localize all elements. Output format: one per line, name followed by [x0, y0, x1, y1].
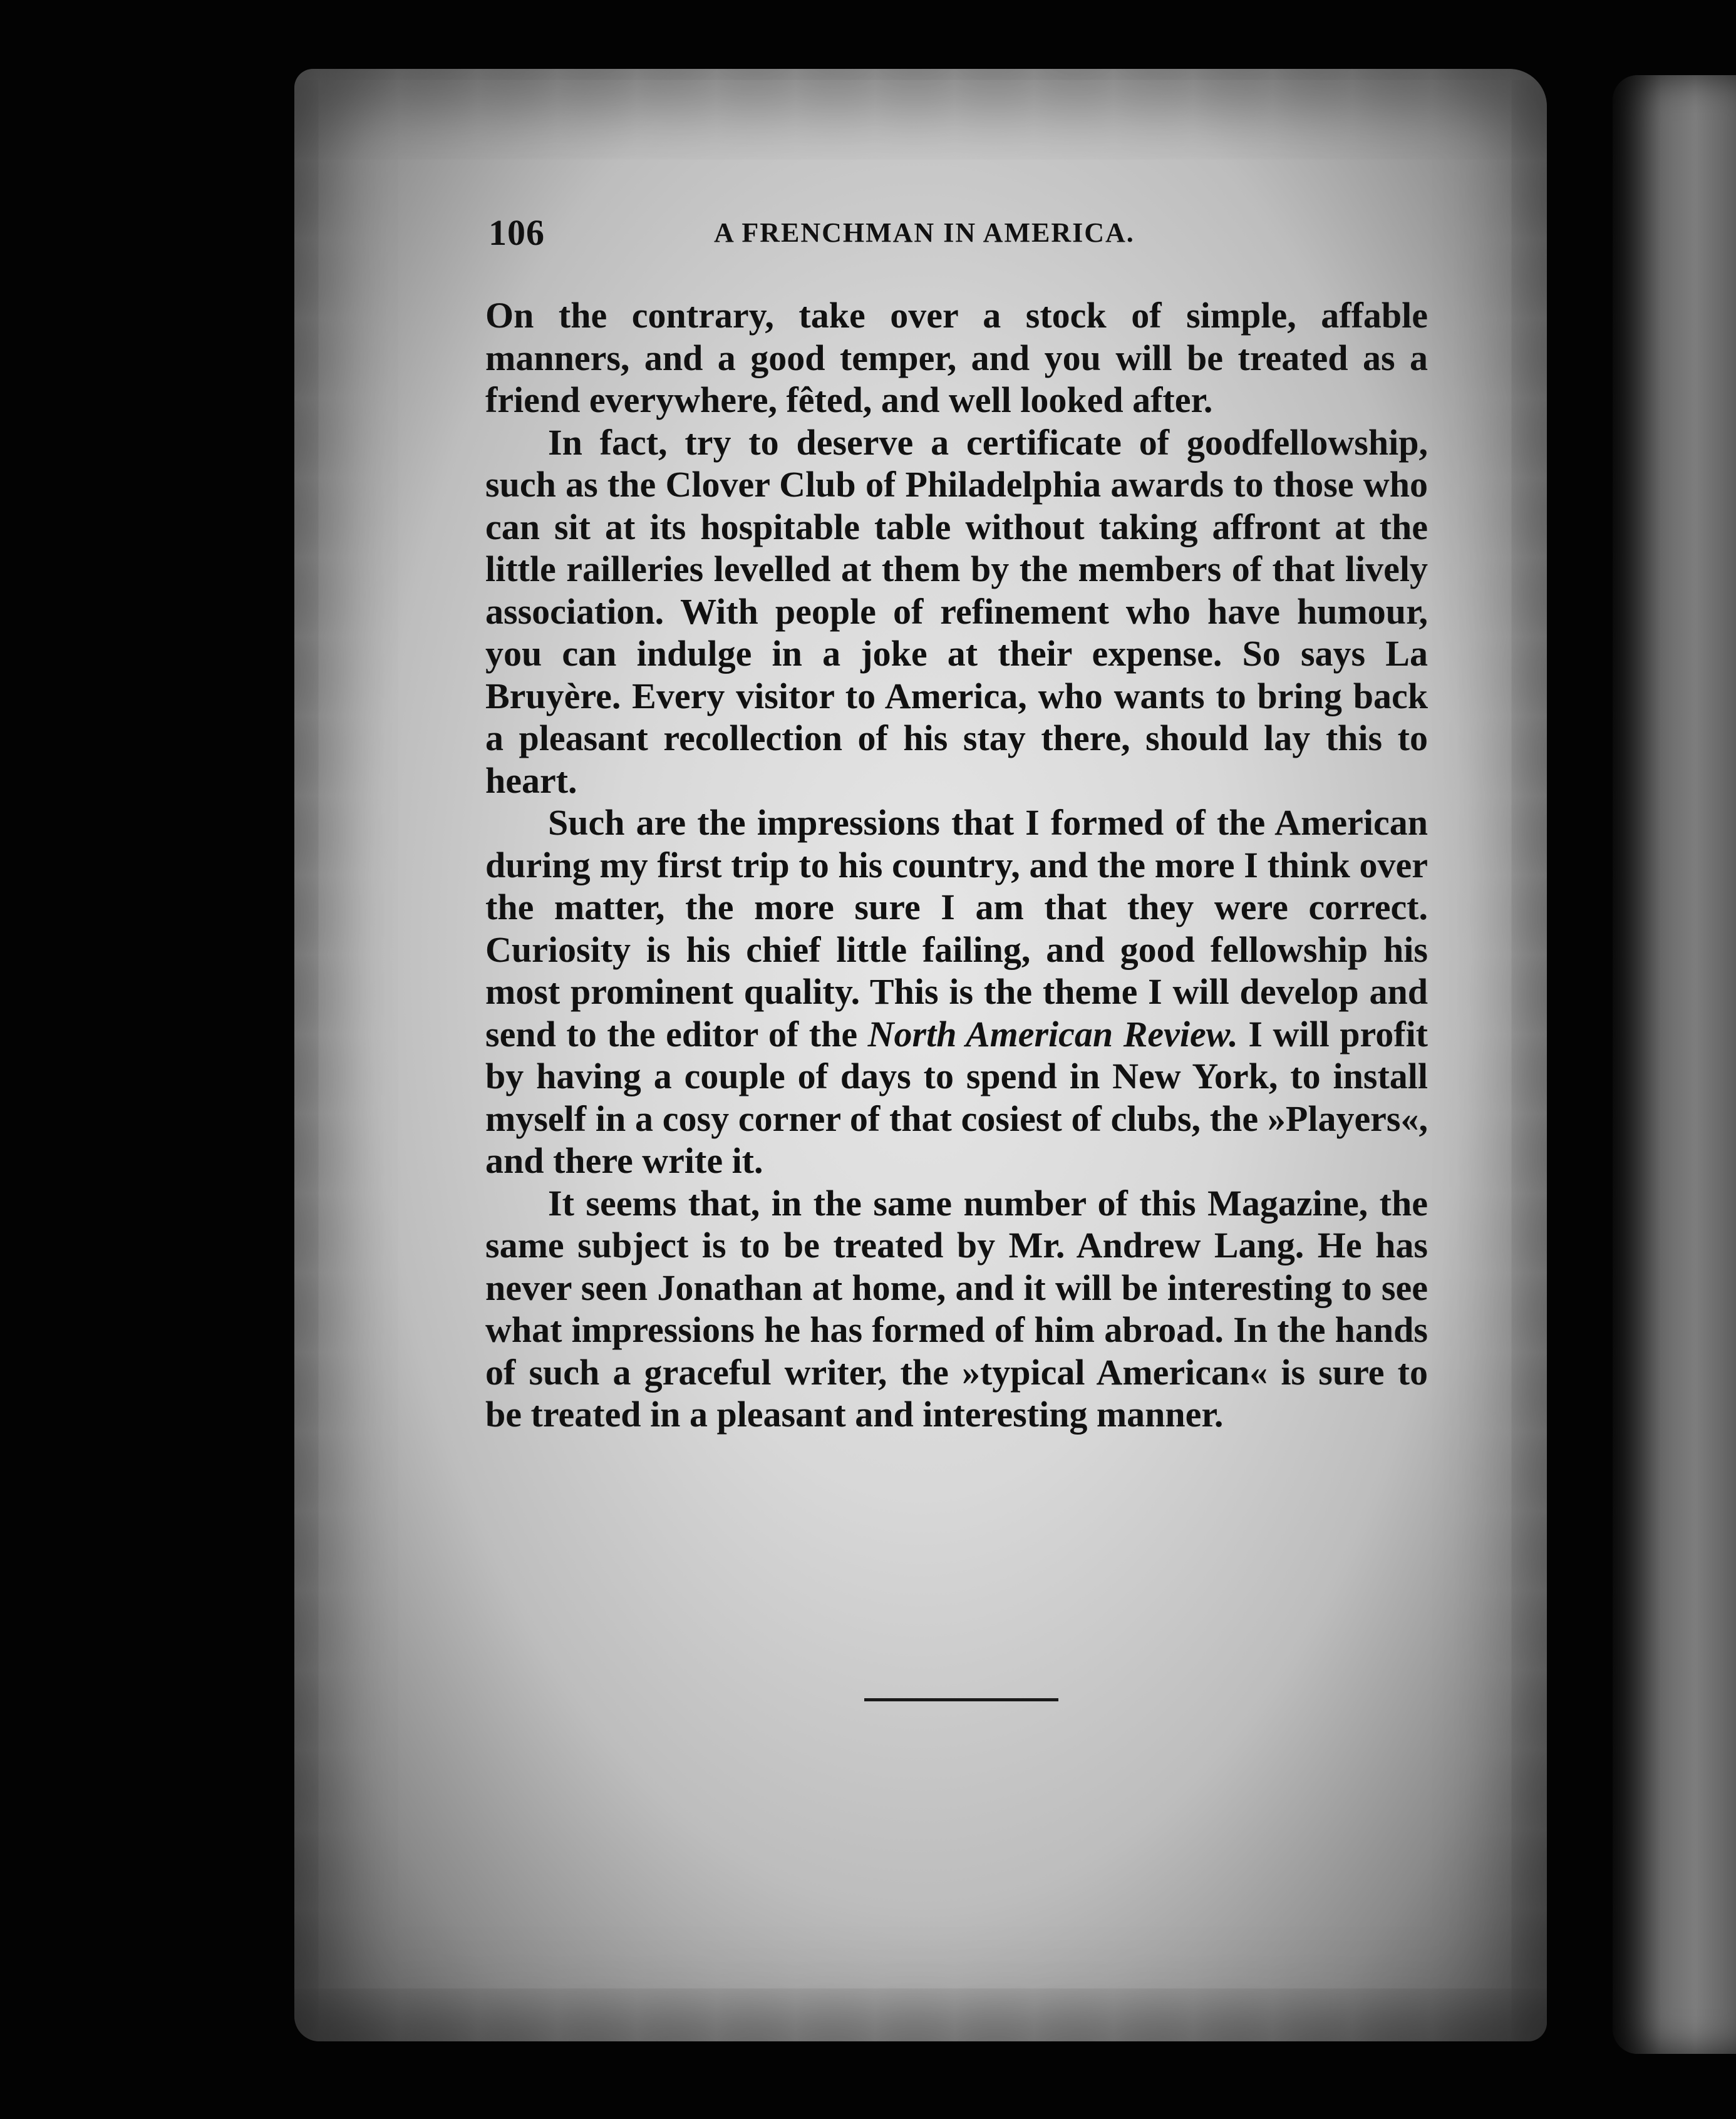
paragraph-1: On the contrary, take over a stock of simple, affable manners, and a good temper, and you will be treated as a friend everywhere, fêted, and well looked after. — [485, 295, 1428, 420]
body-text — [485, 294, 1428, 1436]
paragraph-3-text-a: Such are the impressions that I formed of the American during my first trip to his country, and the more I think over the matter, the more sure I am that they were correct. Curiosity is his chief little failing, and good fellowship his most prominent quality. This is the theme I will develop and send to the editor of the — [485, 802, 1428, 1054]
facing-page-edge — [1613, 75, 1736, 2054]
running-title: A FRENCHMAN IN AMERICA. — [714, 217, 1135, 248]
running-head — [488, 212, 1196, 262]
page-number: 106 — [488, 212, 545, 253]
journal-title: North American Review. — [867, 1013, 1238, 1054]
paragraph-2: In fact, try to deserve a certificate of goodfellowship, such as the Clover Club of Philadelphia awards to those who can sit at its hospitable table without taking affront at the little railleries levelled at them by the members of that lively association. With people of refinement who have humour, you can indulge in a joke at their expense. So says La Bruyère. Every visitor to America, who wants to bring back a pleasant recollection of his stay there, should lay this to heart. — [485, 421, 1428, 801]
paragraph-3-text-b: I will profit by having a couple of days to spend in New York, to install myself in a cosy corner of that cosiest of clubs, the »Players«, and there write it. — [485, 1013, 1428, 1181]
end-rule — [864, 1698, 1058, 1701]
paragraph-4: It seems that, in the same number of this Magazine, the same subject is to be treated by Mr. Andrew Lang. He has never seen Jonathan at home, and it will be interesting to see what impressions he has formed of him abroad. In the hands of such a graceful writer, the »typical American« is sure to be treated in a pleasant and interesting manner. — [485, 1182, 1428, 1435]
paragraph-3 — [485, 802, 1428, 1182]
